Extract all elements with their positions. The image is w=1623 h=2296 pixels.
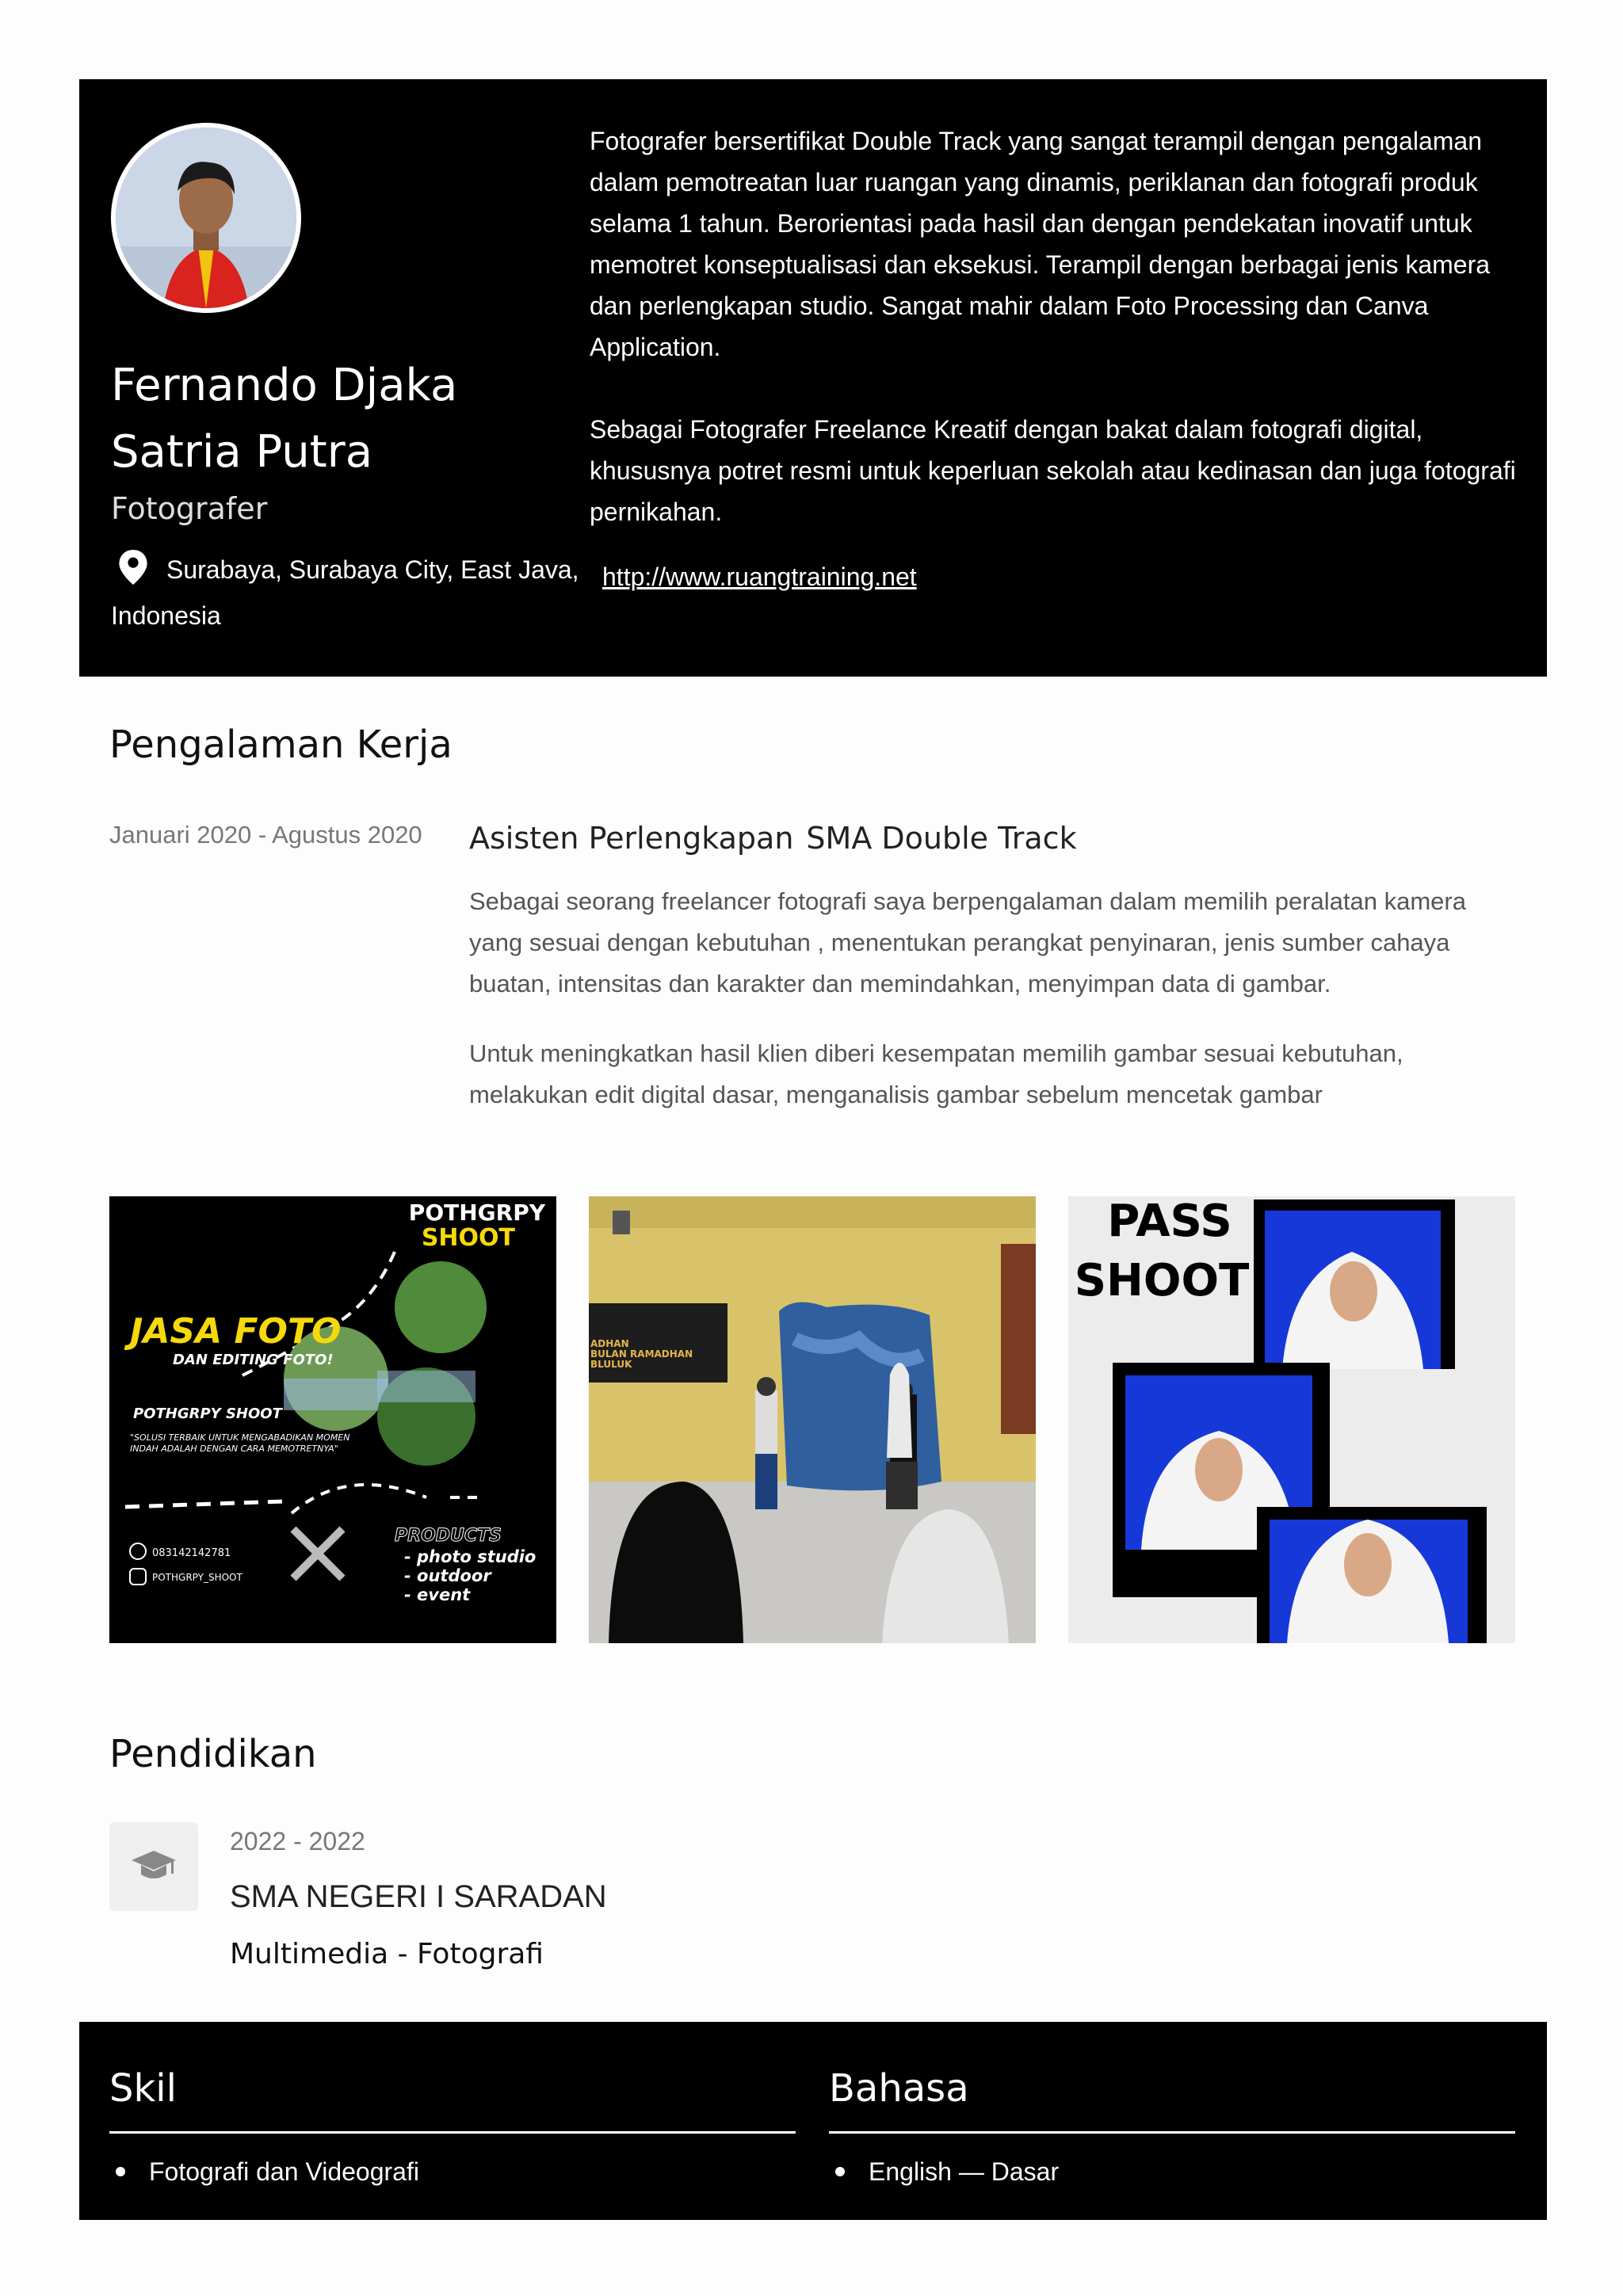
- website-link[interactable]: http://www.ruangtraining.net: [602, 563, 917, 591]
- pass-label-line2: SHOOT: [1074, 1255, 1250, 1306]
- summary-paragraph: Sebagai Fotografer Freelance Kreatif dengan bakat dalam fotografi digital, khususnya potret resmi untuk keperluan sekolah atau kedinasan dan juga fotografi pernikahan.: [590, 415, 1516, 526]
- profile-photo: [111, 123, 301, 313]
- poster-phone: 083142142781: [152, 1547, 231, 1559]
- poster-subheadline: DAN EDITING FOTO!: [173, 1352, 334, 1368]
- education-section-title: Pendidikan: [109, 1732, 317, 1776]
- skills-languages-footer: [79, 2022, 1547, 2220]
- profile-name: Fernando Djaka Satria Putra: [111, 360, 458, 478]
- poster-instagram: POTHGRPY_SHOOT: [152, 1572, 242, 1583]
- profile-location: [111, 547, 586, 639]
- profile-summary: [590, 120, 1517, 574]
- location-pin-icon: [117, 550, 149, 585]
- poster-product-item: - outdoor: [404, 1566, 491, 1585]
- education-school: SMA NEGERI I SARADAN: [230, 1879, 607, 1914]
- experience-paragraph: Sebagai seorang freelancer fotografi saya berpengalaman dalam memilih peralatan kamera yang sesuai dengan kebutuhan , menentukan perangkat penyinaran, jenis sumber cahaya buatan, intensitas dan karakter dan memindahkan, menyimpan data di gambar.: [469, 887, 1466, 997]
- experience-role: [469, 821, 1077, 856]
- portfolio-pass-photo: [1068, 1196, 1515, 1643]
- education-icon-box: [109, 1822, 198, 1911]
- skills-section: [109, 2022, 796, 2187]
- summary-paragraph: Fotografer bersertifikat Double Track yang sangat terampil dengan pengalaman dalam pemotreatan luar ruangan yang dinamis, periklanan dan fotografi produk selama 1 tahun. Berorientasi pada hasil dan dengan pendekatan inovatif untuk memotret konseptualisasi dan eksekusi. Terampil dengan berbagai jenis kamera dan perlengkapan studio. Sangat mahir dalam Foto Processing dan Canva Application.: [590, 127, 1491, 361]
- room-banner-text: ADHAN BULAN RAMADHAN BLULUK: [590, 1339, 693, 1370]
- portfolio-poster-image: [109, 1196, 556, 1643]
- poster-product-item: - event: [404, 1585, 471, 1604]
- poster-tagline: "SOLUSI TERBAIK UNTUK MENGABADIKAN MOMEN INDAH ADALAH DENGAN CARA MEMOTRETNYA": [130, 1432, 350, 1454]
- experience-position: Asisten Perlengkapan: [469, 821, 794, 856]
- education-date: 2022 - 2022: [230, 1827, 365, 1855]
- profile-title: Fotografer: [111, 491, 268, 526]
- education-degree: Multimedia - Fotografi: [230, 1938, 544, 1970]
- location-text: Surabaya, Surabaya City, East Java, Indonesia: [111, 555, 579, 630]
- languages-section: [829, 2022, 1515, 2187]
- poster-small-brand: POTHGRPY SHOOT: [133, 1405, 282, 1422]
- profile-header: [79, 79, 1547, 677]
- poster-products-label: PRODUCTS: [395, 1526, 502, 1546]
- experience-date: Januari 2020 - Agustus 2020: [109, 821, 422, 849]
- poster-product-item: - photo studio: [404, 1547, 537, 1566]
- skill-item: Fotografi dan Videografi: [109, 2157, 796, 2187]
- graduation-cap-icon: [130, 1849, 178, 1884]
- poster-brand-line2: SHOOT: [421, 1224, 515, 1252]
- languages-title: Bahasa: [829, 2066, 1515, 2134]
- pass-label-line1: PASS: [1107, 1196, 1232, 1247]
- experience-section-title: Pengalaman Kerja: [109, 723, 453, 767]
- experience-description: [469, 881, 1499, 1144]
- experience-company: SMA Double Track: [806, 821, 1077, 856]
- language-item: English — Dasar: [829, 2157, 1515, 2187]
- poster-brand-line1: POTHGRPY: [408, 1199, 545, 1226]
- skills-title: Skil: [109, 2066, 796, 2134]
- portfolio-studio-photo: [589, 1196, 1036, 1643]
- experience-paragraph: Untuk meningkatkan hasil klien diberi kesempatan memilih gambar sesuai kebutuhan, melakukan edit digital dasar, menganalisis gambar sebelum mencetak gambar: [469, 1039, 1403, 1108]
- poster-headline: JASA FOTO: [130, 1311, 342, 1352]
